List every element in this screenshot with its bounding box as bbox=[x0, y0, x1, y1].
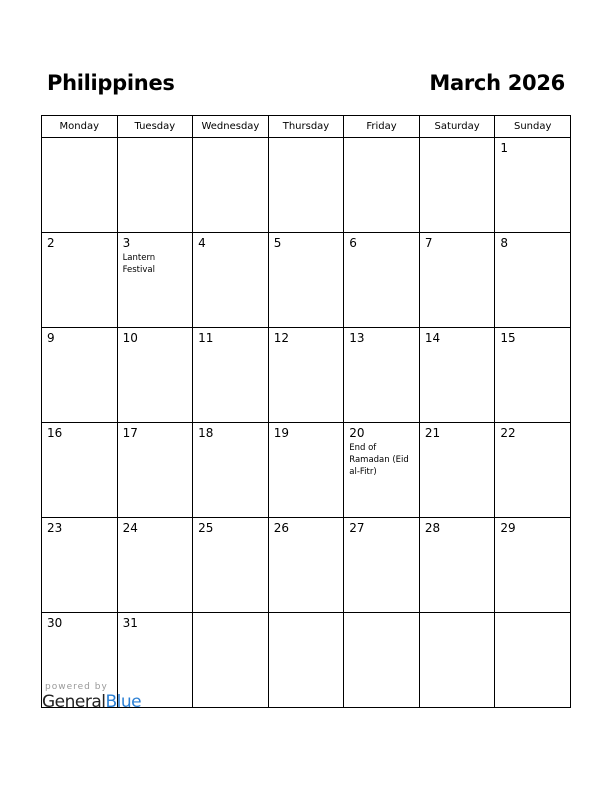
day-number: 15 bbox=[500, 331, 516, 345]
day-cell bbox=[268, 138, 344, 233]
day-number: 3 bbox=[122, 236, 131, 250]
day-number: 16 bbox=[47, 426, 63, 440]
weekday-header: Thursday bbox=[268, 116, 344, 138]
weekday-header: Saturday bbox=[419, 116, 495, 138]
day-number: 10 bbox=[122, 331, 138, 345]
day-cell bbox=[117, 423, 193, 518]
day-cell bbox=[495, 518, 571, 613]
day-number: 4 bbox=[198, 236, 206, 250]
day-number: 18 bbox=[198, 426, 214, 440]
country-title: Philippines bbox=[47, 71, 175, 95]
week-row bbox=[42, 138, 571, 233]
day-number: 6 bbox=[349, 236, 357, 250]
generalblue-logo[interactable] bbox=[42, 692, 141, 712]
weekday-header: Monday bbox=[42, 116, 118, 138]
day-number: 30 bbox=[47, 616, 63, 630]
week-row bbox=[42, 518, 571, 613]
day-cell bbox=[419, 423, 495, 518]
day-cell bbox=[495, 423, 571, 518]
day-cell bbox=[268, 518, 344, 613]
day-number: 26 bbox=[273, 521, 289, 535]
day-cell bbox=[193, 233, 269, 328]
day-cell bbox=[268, 233, 344, 328]
month-year-title: March 2026 bbox=[429, 71, 565, 95]
weekday-header: Friday bbox=[344, 116, 420, 138]
day-cell bbox=[117, 518, 193, 613]
day-number: 31 bbox=[122, 616, 138, 630]
day-number: 29 bbox=[500, 521, 516, 535]
day-number: 27 bbox=[349, 521, 365, 535]
day-cell bbox=[117, 233, 193, 328]
day-cell bbox=[419, 518, 495, 613]
week-row bbox=[42, 233, 571, 328]
day-number: 12 bbox=[273, 331, 289, 345]
day-number: 19 bbox=[273, 426, 289, 440]
day-cell bbox=[344, 518, 420, 613]
day-cell bbox=[344, 138, 420, 233]
day-number: 8 bbox=[500, 236, 509, 250]
day-number: 11 bbox=[198, 331, 214, 345]
day-cell bbox=[419, 613, 495, 708]
day-cell bbox=[193, 328, 269, 423]
week-row bbox=[42, 328, 571, 423]
day-cell bbox=[419, 138, 495, 233]
brand-part-blue: Blue bbox=[105, 692, 142, 712]
day-cell bbox=[117, 328, 193, 423]
day-cell bbox=[193, 518, 269, 613]
day-number: 14 bbox=[424, 331, 441, 345]
day-cell bbox=[42, 518, 118, 613]
day-number: 2 bbox=[47, 236, 55, 250]
day-number: 13 bbox=[349, 331, 365, 345]
weekday-header-row bbox=[42, 116, 571, 138]
powered-by-label: powered by bbox=[45, 682, 108, 692]
day-cell bbox=[495, 138, 571, 233]
day-cell bbox=[42, 328, 118, 423]
weekday-header: Tuesday bbox=[117, 116, 193, 138]
week-row bbox=[42, 423, 571, 518]
day-cell bbox=[42, 138, 118, 233]
day-cell bbox=[268, 613, 344, 708]
day-number: 5 bbox=[273, 236, 282, 250]
day-cell bbox=[268, 423, 344, 518]
day-cell bbox=[495, 233, 571, 328]
day-number: 21 bbox=[424, 426, 441, 440]
day-number: 24 bbox=[122, 521, 138, 535]
day-number: 7 bbox=[424, 236, 433, 250]
day-number: 25 bbox=[198, 521, 214, 535]
brand-part-general: General bbox=[42, 692, 106, 712]
day-cell bbox=[344, 233, 420, 328]
day-number: 22 bbox=[500, 426, 516, 440]
day-cell bbox=[193, 138, 269, 233]
day-cell bbox=[419, 233, 495, 328]
day-cell bbox=[42, 423, 118, 518]
day-cell bbox=[193, 613, 269, 708]
calendar-body bbox=[42, 138, 571, 708]
day-number: 28 bbox=[424, 521, 441, 535]
day-cell bbox=[495, 328, 571, 423]
day-cell bbox=[344, 613, 420, 708]
day-number: 9 bbox=[47, 331, 55, 345]
day-number: 17 bbox=[122, 426, 138, 440]
day-cell bbox=[495, 613, 571, 708]
day-cell bbox=[42, 233, 118, 328]
day-cell bbox=[344, 328, 420, 423]
weekday-header: Wednesday bbox=[193, 116, 269, 138]
holiday-label: Lantern Festival bbox=[122, 253, 156, 275]
weekday-header: Sunday bbox=[495, 116, 571, 138]
day-cell bbox=[344, 423, 420, 518]
day-cell bbox=[193, 423, 269, 518]
day-cell bbox=[419, 328, 495, 423]
day-number: 1 bbox=[500, 141, 509, 155]
holiday-label: End of Ramadan (Eid al-Fitr) bbox=[349, 443, 409, 477]
calendar-grid bbox=[41, 115, 571, 708]
day-cell bbox=[268, 328, 344, 423]
day-cell bbox=[117, 138, 193, 233]
day-number: 20 bbox=[349, 426, 365, 440]
day-number: 23 bbox=[47, 521, 63, 535]
